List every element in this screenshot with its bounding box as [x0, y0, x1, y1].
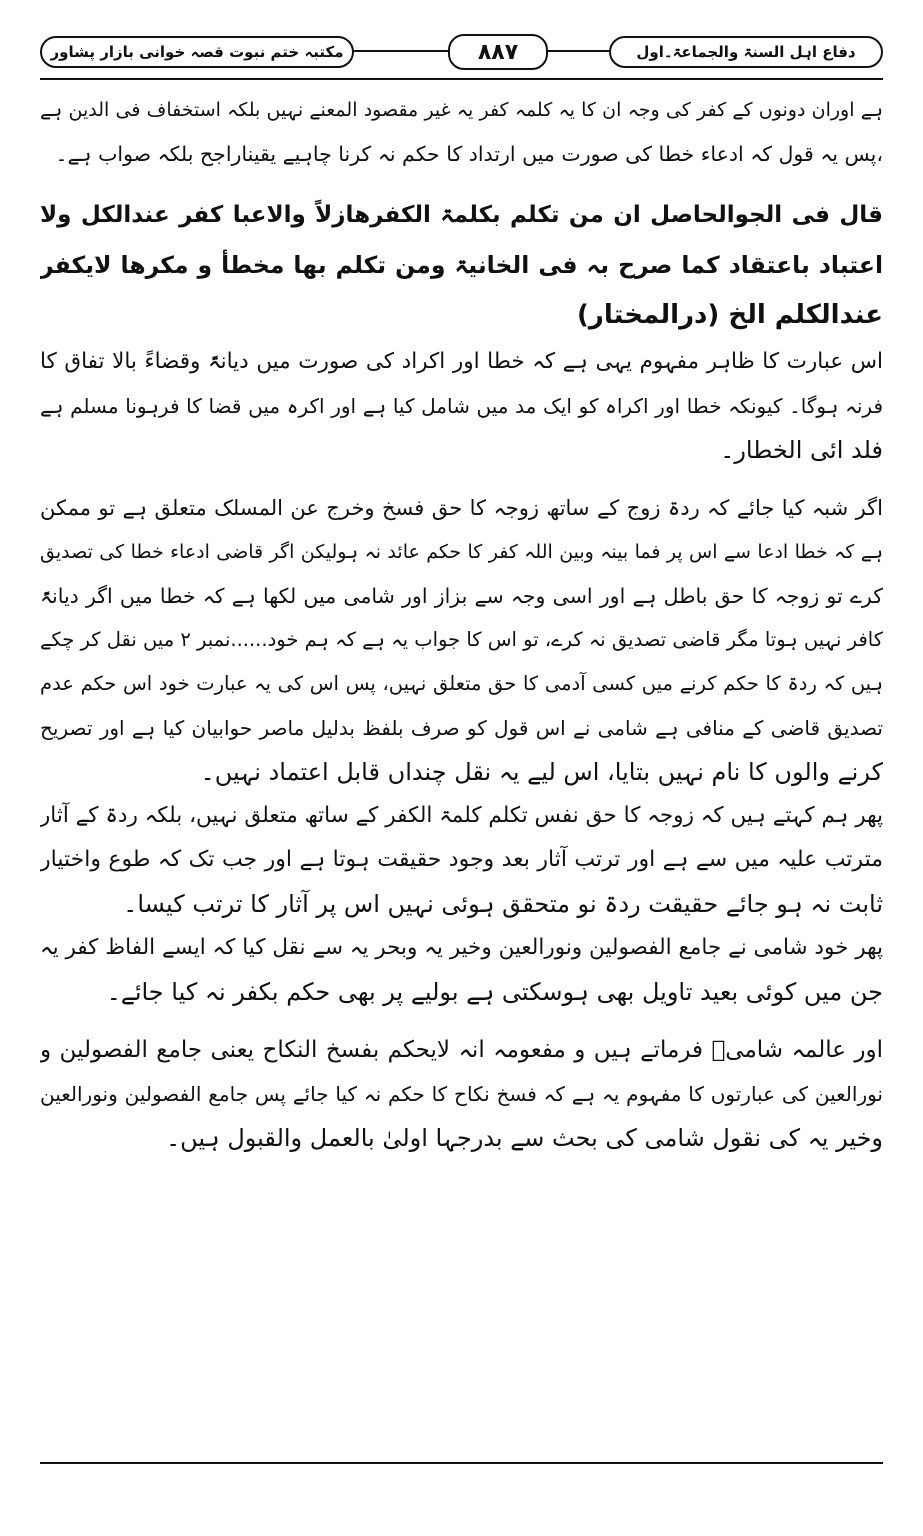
text-line: ہیں کہ ردۃ کا حکم کرنے میں کسی آدمی کا حق متعلق نہیں، پس اس کی یہ عبارت خود اس حکم عدم [40, 672, 883, 695]
text-line: فلد ائی الخطار۔ [720, 436, 883, 464]
text-line: اس عبارت کا ظاہر مفہوم یہی ہے کہ خطا اور اکراد کی صورت میں دیانۃً وقضاءً بالا تفاق کا [40, 349, 883, 374]
text-line: ہے کہ خطا ادعا سے اس پر فما بینہ وبین اللہ کفر کا حکم عائد نہ ہولیکن اگر قاضی ادعاء خطا کی تصدیق [40, 541, 883, 563]
publisher-name: مکتبہ ختم نبوت قصہ خوانی بازار پشاور [40, 36, 354, 68]
text-line: ،پس یہ قول کہ ادعاء خطا کی صورت میں ارتداد کا حکم نہ کرنا چاہیے یقیناراجح بلکہ صواب ہے۔ [55, 142, 883, 166]
text-line: کرے تو زوجہ کا حق باطل ہے اور اسی وجہ سے بزاز اور شامی میں لکھا ہے کہ خطا میں اگر دیانۃً [40, 584, 883, 608]
text-line: ثابت نہ ہو جائے حقیقت ردۃ نو متحقق ہوئی نہیں اس پر آثار کا ترتب کیسا۔ [123, 890, 883, 918]
text-line: فرنہ ہوگا۔ کیونکہ خطا اور اکراہ کو ایک مد میں شامل کیا ہے اور اکرہ میں قضا کا فرہونا مسلم ہے [40, 394, 883, 418]
arabic-quote-line: قال فی الجوالحاصل ان من تکلم بکلمۃ الکفرھازلاً والاعبا کفر عندالکل ولا [40, 202, 883, 228]
text-line: اور عالمہ شامیؒ فرماتے ہیں و مفعومہ انہ لایحکم بفسخ النکاح یعنی جامع الفصولین و [40, 1037, 883, 1063]
header-rule [40, 78, 883, 80]
arabic-quote-line: عندالکلم الخ (درالمختار) [577, 300, 883, 330]
arabic-quote-line: اعتباد باعتقاد کما صرح بہ فی الخانیۃ ومن تکلم بھا مخطأ و مکرھا لایکفر [40, 251, 883, 279]
footer-rule [40, 1462, 883, 1464]
page-body [40, 88, 883, 1160]
book-title: دفاع اہل السنۃ والجماعۃ۔اول [609, 36, 883, 68]
text-line: وخیر یہ کی نقول شامی کی بحث سے بدرجہا اولیٰ بالعمل والقبول ہیں۔ [166, 1124, 883, 1152]
text-line: پھر خود شامی نے جامع الفصولین ونورالعین وخیر یہ وبحر یہ سے نقل کیا کہ ایسے الفاظ کفر یہ [40, 935, 883, 960]
page-number: ۸۸۷ [448, 34, 548, 70]
text-line: اگر شبہ کیا جائے کہ ردۃ زوج کے ساتھ زوجہ کا حق فسخ وخرج عن المسلک متعلق ہے تو ممکن [40, 496, 883, 520]
text-line: نورالعین کی عبارتوں کا مفہوم یہ ہے کہ فسخ نکاح کا حکم نہ کیا جائے پس جامع الفصولین ونورالعین [40, 1082, 883, 1106]
text-line: کافر نہیں ہوتا مگر قاضی تصدیق نہ کرے، تو اس کا جواب یہ ہے کہ ہم خود......نمبر ۲ میں نقل کر چکے [40, 628, 883, 651]
text-line: کرنے والوں کا نام نہیں بتایا، اس لیے یہ نقل چنداں قابل اعتماد نہیں۔ [200, 758, 883, 786]
text-line: ہے اوران دونوں کے کفر کی وجہ ان کا یہ کلمہ کفر یہ غیر مقصود المعنے نہیں بلکہ استخفاف فی الدین ہے [40, 99, 883, 121]
text-line: پھر ہم کہتے ہیں کہ زوجہ کا حق نفس تکلم کلمۃ الکفر کے ساتھ متعلق نہیں، بلکہ ردۃ کے آثار [40, 803, 883, 828]
page-header [40, 34, 883, 76]
text-line: جن میں کوئی بعید تاویل بھی ہوسکتی ہے بولیے پر بھی حکم بکفر نہ کیا جائے۔ [106, 978, 883, 1006]
text-line: مترتب علیہ میں سے ہے اور ترتب آثار بعد وجود حقیقت ہوتا ہے اور جب تک کہ طوع واختیار [40, 847, 883, 872]
text-line: تصدیق قاضی کے منافی ہے شامی نے اس قول کو صرف بلفظ بدلیل ماصر حوابیان کیا ہے اور تصریح [40, 716, 883, 740]
header-divider-left [352, 50, 448, 52]
